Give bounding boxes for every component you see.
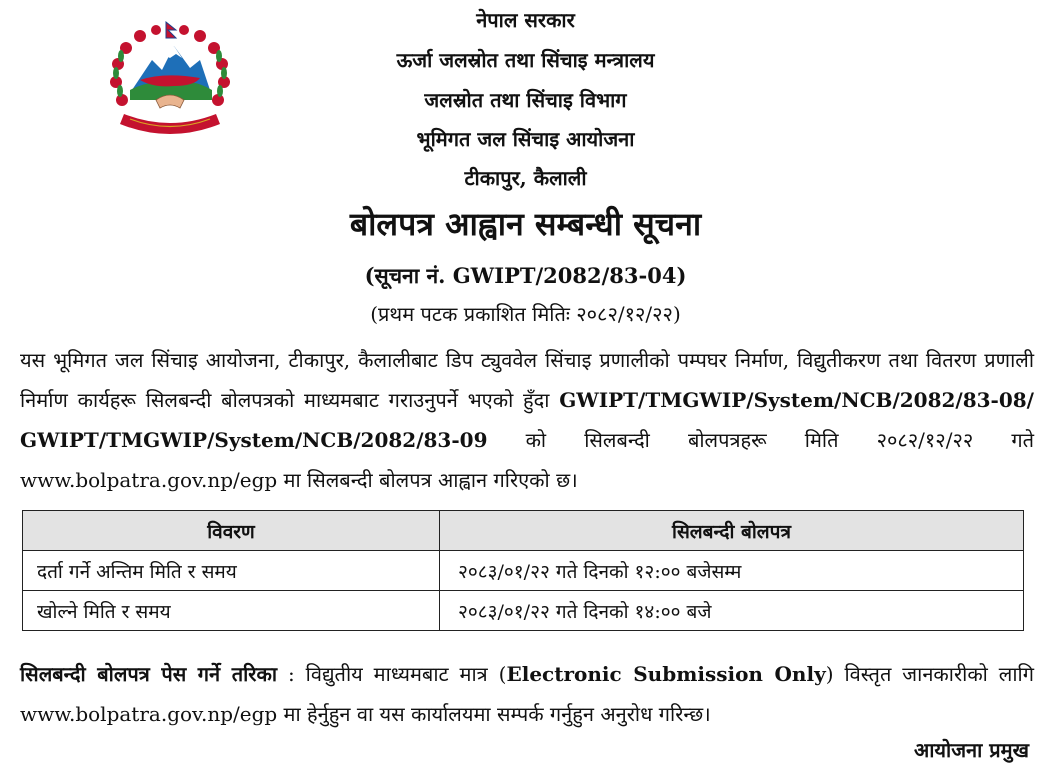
row-label-opening: खोल्ने मिति र समय (23, 591, 440, 631)
body-part1: यस भूमिगत जल सिंचाइ आयोजना, टीकापुर, कैलालीबाट डिप ट्युववेल सिंचाइ प्रणालीको पम्पघर निर्माण, विद्युतीकरण तथा वितरण प्रणाली निर्माण कार्यहरू सिलबन्दी बोलपत्रको माध्यमबाट गराउनुपर्ने भएको हुँदा (20, 348, 1034, 412)
publication-date: (प्रथम पटक प्रकाशित मितिः २०८२/१२/२२) (370, 302, 681, 326)
contract-references: GWIPT/TMGWIP/System/NCB/2082/83-08/ GWIPT/TMGWIP/System/NCB/2082/83-09 (20, 388, 1034, 452)
notice-title: बोलपत्र आह्वान सम्बन्धी सूचना (349, 205, 702, 243)
submission-method-english: Electronic Submission Only (506, 662, 826, 686)
notice-body (20, 340, 1034, 500)
notice-number (0, 262, 1051, 290)
schedule-table (22, 510, 1024, 631)
project-name: भूमिगत जल सिंचाइ आयोजना (416, 127, 635, 151)
table-header-row (23, 511, 1024, 551)
government-name: नेपाल सरकार (476, 8, 575, 32)
notice-number-suffix: ) (676, 263, 687, 288)
signature-title: आयोजना प्रमुख (913, 738, 1029, 762)
notice-number-prefix: (सूचना नं. (364, 263, 453, 288)
row-value-deadline: २०८३/०१/२२ गते दिनको १२:०० बजेसम्म (440, 551, 1024, 591)
table-row (23, 591, 1024, 631)
row-value-opening: २०८३/०१/२२ गते दिनको १४:०० बजे (440, 591, 1024, 631)
submission-method (20, 654, 1034, 734)
body-part2: को सिलबन्दी बोलपत्रहरू मिति २०८२/१२/२२ गते www.bolpatra.gov.np/egp मा सिलबन्दी बोलपत्र आह्वान गरिएको छ। (20, 428, 1034, 492)
department-name: जलस्रोत तथा सिंचाइ विभाग (424, 88, 627, 112)
table-row (23, 551, 1024, 591)
submission-method-sep: : विद्युतीय माध्यमबाट मात्र ( (277, 662, 507, 686)
submission-method-rest: ) विस्तृत जानकारीको लागि www.bolpatra.gov.np/egp मा हेर्नुहुन वा यस कार्यालयमा सम्पर्क गर्नुहुन अनुरोध गरिन्छ। (20, 662, 1034, 726)
nepal-government-emblem-icon (104, 20, 236, 138)
row-label-deadline: दर्ता गर्ने अन्तिम मिति र समय (23, 551, 440, 591)
ministry-name: ऊर्जा जलस्रोत तथा सिंचाइ मन्त्रालय (396, 48, 655, 72)
office-location: टीकापुर, कैलाली (464, 166, 587, 190)
submission-method-label: सिलबन्दी बोलपत्र पेस गर्ने तरिका (20, 662, 277, 686)
header-sealed-bid: सिलबन्दी बोलपत्र (440, 511, 1024, 551)
header-description: विवरण (23, 511, 440, 551)
notice-number-value: GWIPT/2082/83-04 (452, 263, 677, 288)
